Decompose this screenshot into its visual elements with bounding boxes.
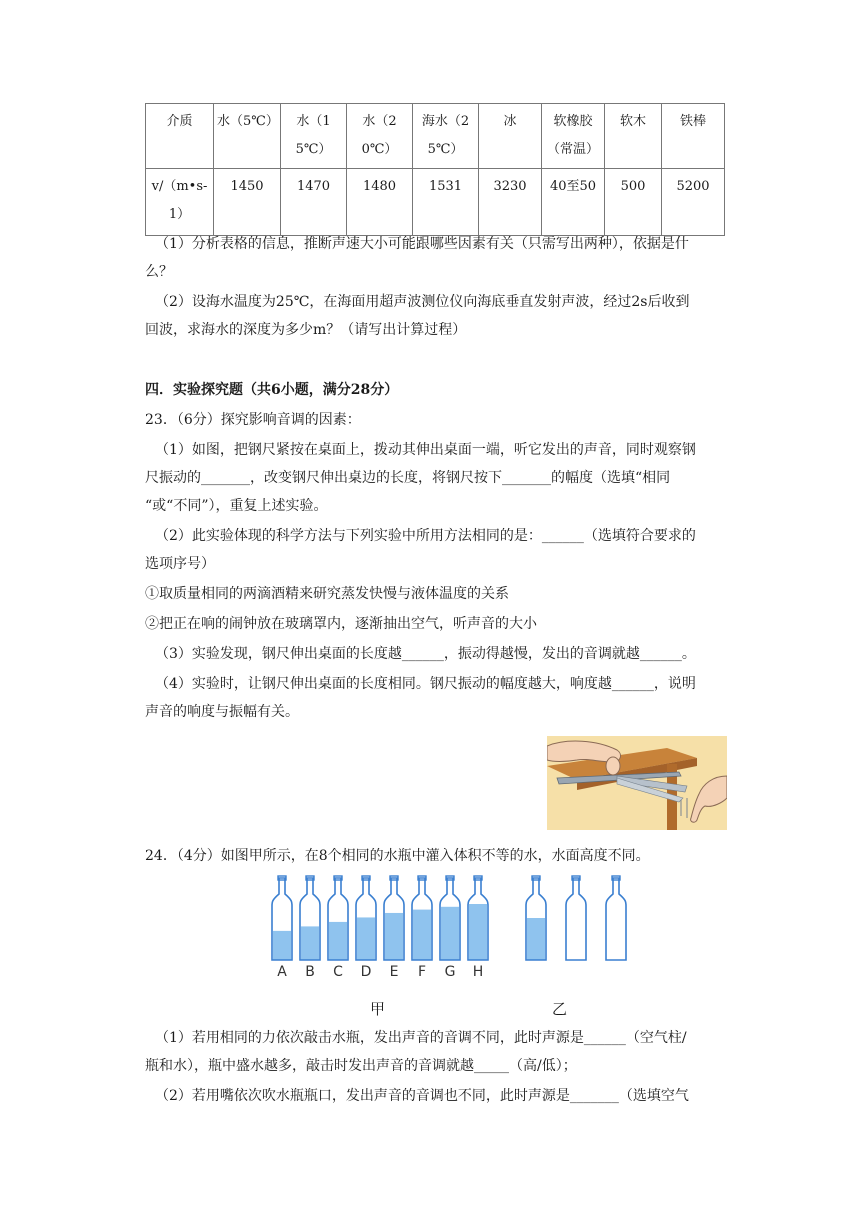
table-cell: 水（5℃） bbox=[214, 104, 281, 169]
bottle-label: C bbox=[333, 964, 343, 980]
q22-part1-line1: （1）分析表格的信息，推断声速大小可能跟哪些因素有关（只需写出两种），依据是什 bbox=[155, 236, 689, 252]
q23-option-2: ②把正在响的闹钟放在玻璃罩内，逐渐抽出空气，听声音的大小 bbox=[145, 616, 537, 632]
table-cell: 1480 bbox=[347, 169, 413, 236]
figure-label-jia: 甲 bbox=[370, 1000, 386, 1018]
q23-line: 声音的响度与振幅有关。 bbox=[145, 704, 299, 720]
table-cell: 冰 bbox=[479, 104, 542, 169]
figure-label-yi: 乙 bbox=[552, 1000, 568, 1018]
table-cell: 海水（25℃） bbox=[413, 104, 479, 169]
table-cell: 40至50 bbox=[542, 169, 605, 236]
table-cell: 1531 bbox=[413, 169, 479, 236]
bottles-group-jia bbox=[272, 876, 488, 960]
table-cell: 1450 bbox=[214, 169, 281, 236]
table-header-row bbox=[146, 104, 725, 169]
bottle-label: F bbox=[417, 964, 427, 980]
table-cell: 500 bbox=[605, 169, 662, 236]
bottle bbox=[328, 876, 348, 960]
table-cell: v/（m•s-1） bbox=[146, 169, 214, 236]
q23-line: 尺振动的_______，改变钢尺伸出桌边的长度，将钢尺按下_______的幅度（选填“相同 bbox=[145, 470, 671, 486]
steel-ruler-figure bbox=[547, 736, 727, 830]
q23-line: （3）实验发现，钢尺伸出桌面的长度越______，振动得越慢，发出的音调就越______。 bbox=[155, 646, 696, 662]
bottle-label: H bbox=[472, 964, 484, 980]
sound-speed-table bbox=[145, 103, 725, 236]
bottle bbox=[526, 876, 546, 960]
bottle bbox=[468, 876, 488, 960]
bottles-group-yi bbox=[526, 876, 626, 960]
q22-part2-line2: 回波，求海水的深度为多少m？（请写出计算过程） bbox=[145, 322, 467, 338]
table-cell: 5200 bbox=[662, 169, 725, 236]
table-cell: 软橡胶（常温） bbox=[542, 104, 605, 169]
water-bottles-figure bbox=[268, 870, 628, 980]
q23-heading: 23．（6分）探究影响音调的因素： bbox=[145, 412, 361, 428]
table-cell: 铁棒 bbox=[662, 104, 725, 169]
q22-part1-line2: 么？ bbox=[145, 264, 173, 280]
q23-line: （2）此实验体现的科学方法与下列实验中所用方法相同的是：______（选填符合要求的 bbox=[155, 528, 696, 544]
section-title: 四．实验探究题（共6小题，满分28分） bbox=[145, 382, 399, 398]
bottle-label: B bbox=[305, 964, 315, 980]
q24-heading: 24．（4分）如图甲所示，在8个相同的水瓶中灌入体积不等的水，水面高度不同。 bbox=[145, 848, 650, 864]
q24-line: （2）若用嘴依次吹水瓶瓶口，发出声音的音调也不同，此时声源是_______（选填空气 bbox=[155, 1088, 689, 1104]
bottle bbox=[272, 876, 292, 960]
bottle bbox=[300, 876, 320, 960]
q23-line: （4）实验时，让钢尺伸出桌面的长度相同。钢尺振动的幅度越大，响度越______，说明 bbox=[155, 676, 696, 692]
bottle-label: E bbox=[389, 964, 399, 980]
q24-line: （1）若用相同的力依次敲击水瓶，发出声音的音调不同，此时声源是______（空气柱/ bbox=[155, 1030, 687, 1046]
bottle bbox=[606, 876, 626, 960]
q23-line: “或“不同”），重复上述实验。 bbox=[145, 498, 328, 514]
table-cell: 介质 bbox=[146, 104, 214, 169]
bottle bbox=[356, 876, 376, 960]
bottle-label: A bbox=[277, 964, 287, 980]
bottle-labels-group bbox=[277, 964, 483, 980]
table-row bbox=[146, 169, 725, 236]
bottle-label: D bbox=[360, 964, 372, 980]
table-cell: 水（20℃） bbox=[347, 104, 413, 169]
table-cell: 1470 bbox=[281, 169, 347, 236]
q23-line: 选项序号） bbox=[145, 556, 215, 572]
table-cell: 水（15℃） bbox=[281, 104, 347, 169]
bottle bbox=[566, 876, 586, 960]
bottle bbox=[412, 876, 432, 960]
table-cell: 3230 bbox=[479, 169, 542, 236]
q22-part2-line1: （2）设海水温度为25℃，在海面用超声波测位仪向海底垂直发射声波，经过2s后收到 bbox=[155, 294, 690, 310]
q23-line: （1）如图，把钢尺紧按在桌面上，拨动其伸出桌面一端，听它发出的声音，同时观察钢 bbox=[155, 442, 696, 458]
bottle bbox=[384, 876, 404, 960]
table-cell: 软木 bbox=[605, 104, 662, 169]
q23-option-1: ①取质量相同的两滴酒精来研究蒸发快慢与液体温度的关系 bbox=[145, 586, 509, 602]
bottle-label: G bbox=[444, 964, 456, 980]
bottle bbox=[440, 876, 460, 960]
q24-line: 瓶和水），瓶中盛水越多，敲击时发出声音的音调就越_____（高/低）； bbox=[145, 1058, 577, 1074]
